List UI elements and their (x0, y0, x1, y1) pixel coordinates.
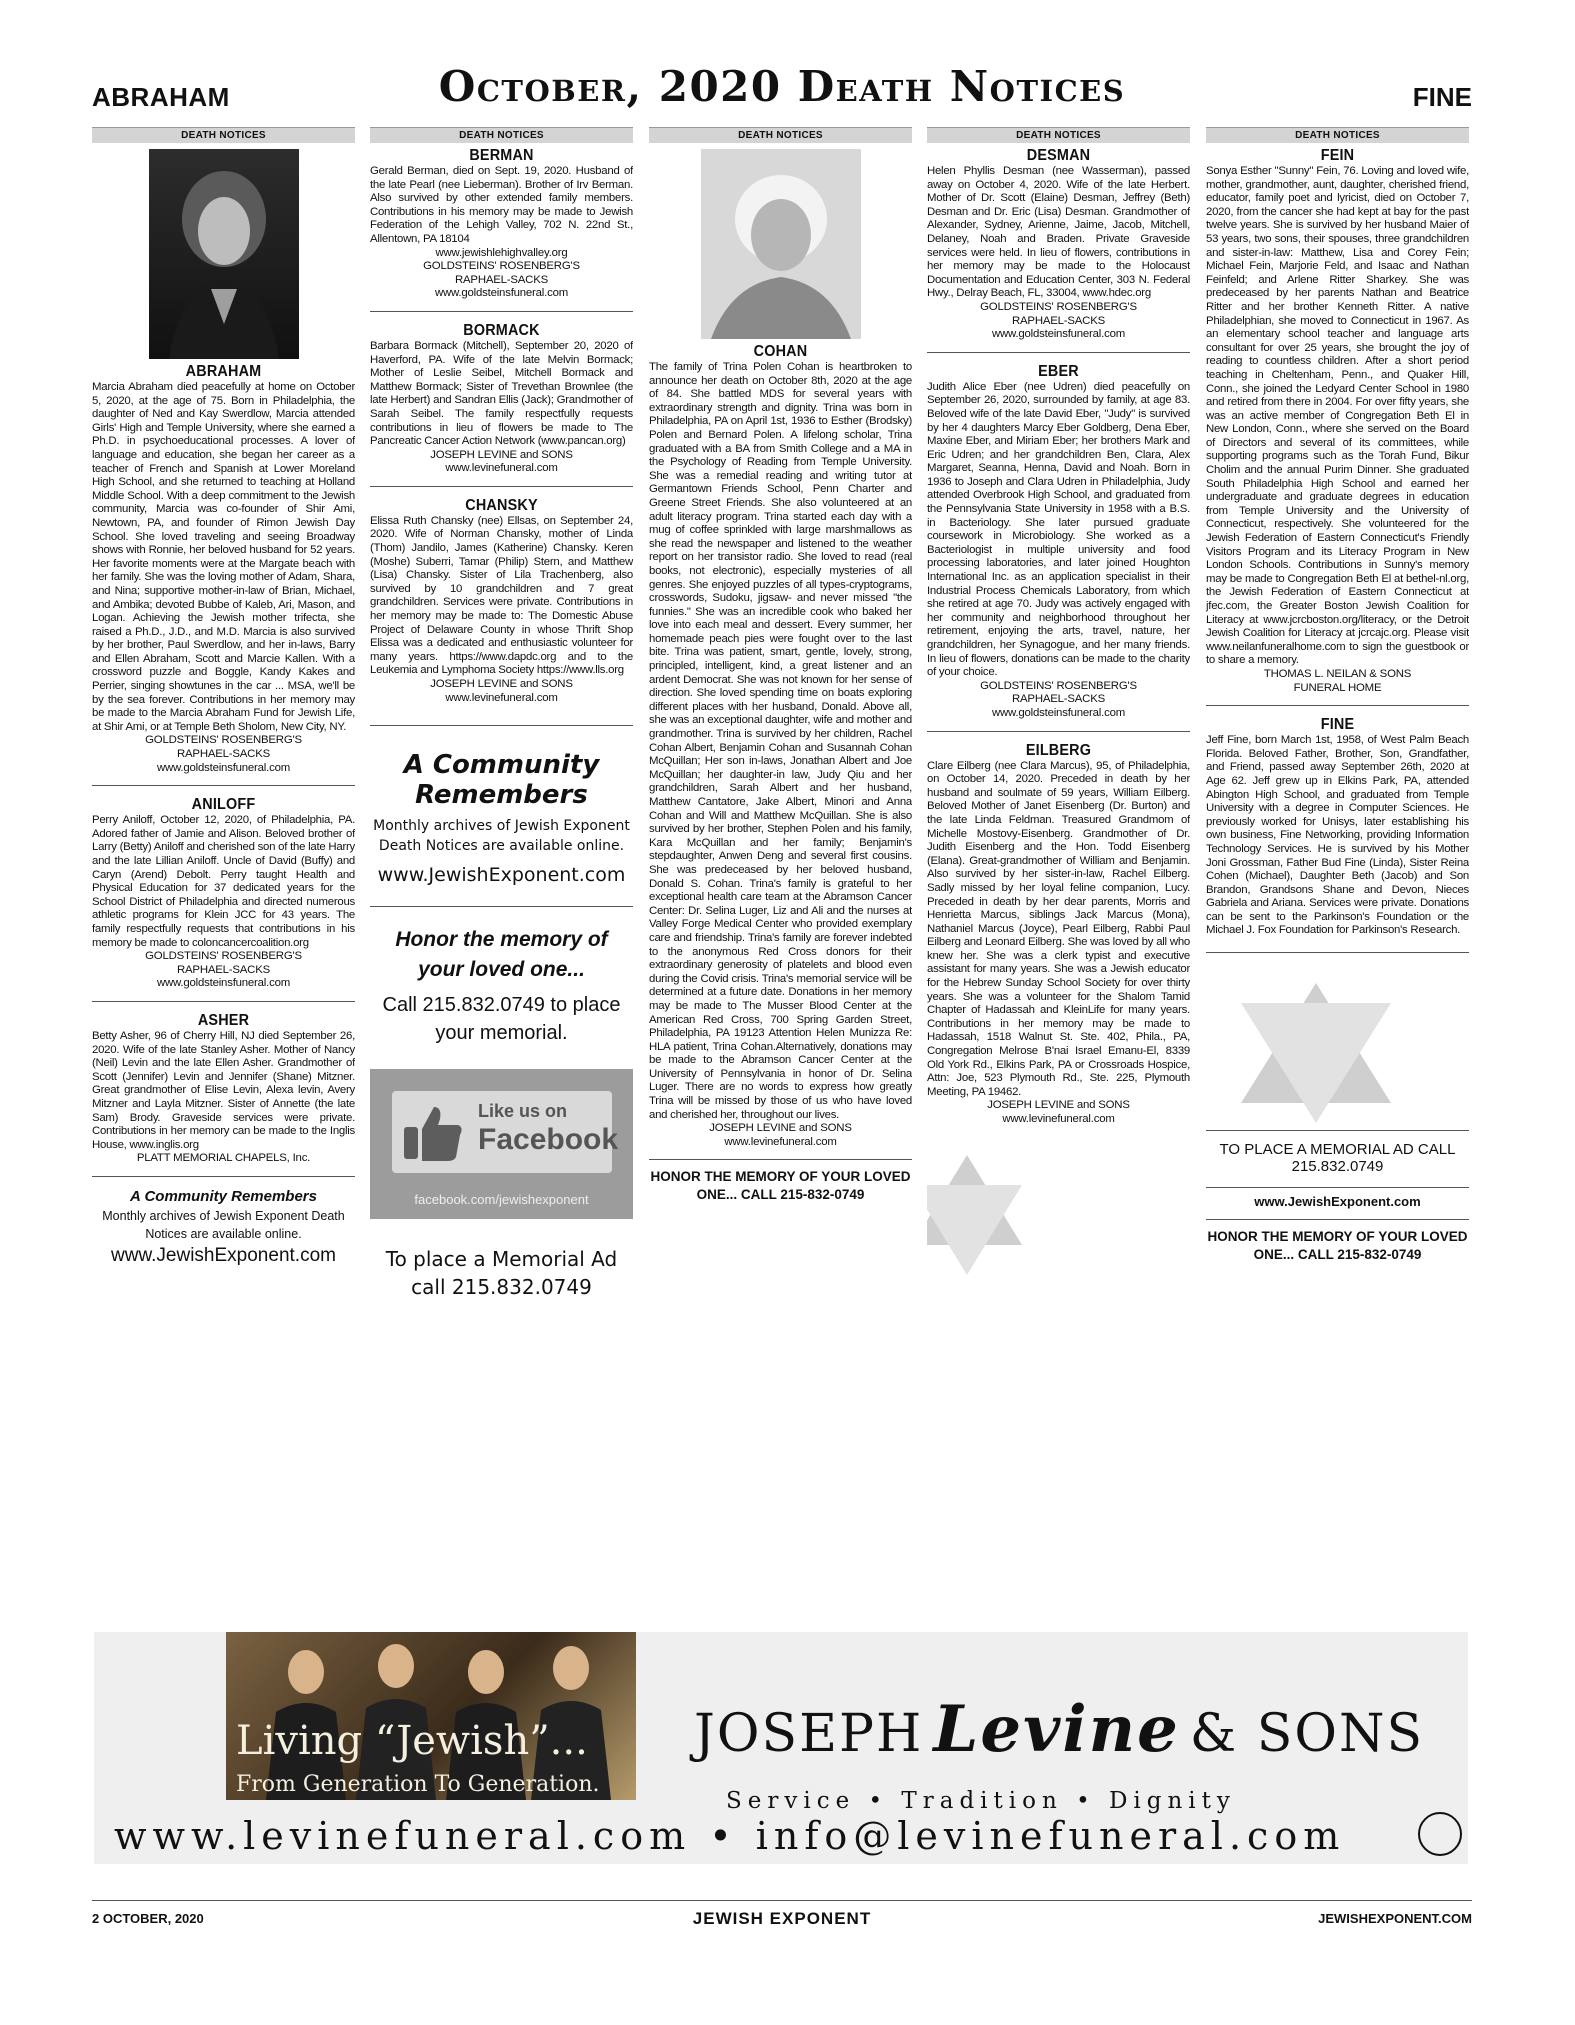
funeral-home-link[interactable]: www.goldsteinsfuneral.com (156, 761, 291, 774)
funeral-home-line: GOLDSTEINS' ROSENBERG'S (145, 734, 302, 747)
notice-name: COHAN (753, 343, 808, 360)
funeral-home-line: JOSEPH LEVINE and SONS (430, 448, 573, 461)
community-remembers-small (92, 1176, 355, 1269)
page-footer (92, 1900, 1472, 1930)
facebook-like-text: Like us on (478, 1101, 568, 1122)
levine-funeral-ad[interactable] (94, 1632, 1468, 1864)
seal-icon (1418, 1812, 1462, 1856)
funeral-home-link[interactable]: www.levinefuneral.com (724, 1135, 837, 1148)
notice-body: Barbara Bormack (Mitchell), September 20, 2020 of Haverford, PA. Wife of the late Melvin Bormack; Mother of Leslie Seibel, Mitchell Bormack and Matthew Bormack; Sister of Trevethan Brownlee (the late Herbert) and Sandran Ellis (Jack); Grandmother of Sarah Seibel. The family respectfully requests contributions in lieu of flowers be made to The Pancreatic Cancer Action Network (www.pancan.org) (370, 339, 633, 448)
funeral-home-link[interactable]: www.levinefuneral.com (445, 691, 558, 704)
footer-page-date: 2 OCTOBER, 2020 (92, 1911, 204, 1926)
notice-body: Helen Phyllis Desman (nee Wasserman), passed away on October 4, 2020. Wife of the late Herbert. Mother of Dr. Scott (Elaine) Desman, Jeffrey (Beth) Desman and Dr. Eric (Lisa) Desman. Grandmother of Alexander, Sydney, Arienne, Jaime, Jacob, Mitchell, Delaney, Noah and Braden. Private Graveside services were held. In lieu of flowers, contributions in her memory may be made to the Holocaust Documentation and Education Center, 303 N. Federal Hwy., Delray Beach, FL, 33004, www.hdec.org (927, 165, 1190, 300)
header-first-name: ABRAHAM (92, 82, 230, 112)
notice-body: Marcia Abraham died peacefully at home on October 5, 2020, at the age of 75. Born in Philadelphia, the daughter of Ned and Kay Swerdlow, Marcia attended Girls' High and Temple University, where she earned a Ph.D. in psychoeducational processes. A lover of language and education, she began her career as a teacher of French and Spanish at Lower Moreland High School, and she returned to teaching at Holland Middle School. With a deep commitment to the Jewish community, Marcia was co-founder of Shir Ami, Newtown, PA, and founder of Rimon Jewish Day School. She loved traveling and seeing Broadway shows with Ronnie, her beloved husband for 52 years. Her favorite moments were at the Margate beach with her family. She was the loving mother of Adam, Shara, and Nina; supportive mother-in-law of Brian, Michael, and Ambika; devoted Bubbe of Kaleb, Ari, Mason, and Logan. Achieving the Jewish mother trifecta, she raised a Ph.D., J.D., and M.D. Marcia is also survived by her brother, Paul Swerdlow, and her in-laws, Barry and Ellen Abraham, Scott and Marcie Kallen. With a crossword puzzle and Boggle, Kandy Kakes and Perrier, singing showtunes in the car ... MSA, we'll be by the sea forever. Contributions in her memory may be made to the Marcia Abraham Fund for Jewish Life, at Shir Ami, or at Temple Beth Sholom, New City, NY. (92, 381, 355, 733)
section-label: DEATH NOTICES (370, 127, 633, 143)
funeral-home-link[interactable]: www.goldsteinsfuneral.com (991, 706, 1126, 719)
cohan-photo-wrap (649, 149, 912, 339)
ad-slogan: Living “Jewish”... (236, 1718, 588, 1764)
ad-urls[interactable]: www.levinefuneral.com • info@levinefuneral.com (114, 1814, 1346, 1858)
notice-body: Gerald Berman, died on Sept. 19, 2020. Husband of the late Pearl (nee Lieberman). Brother of Irv Berman. Also survived by other extended family members. Contributions in his memory may be made to Jewish Federation of the Lehigh Valley, 702 N. 22nd St., Allentown, PA 18104 (370, 165, 633, 245)
notice-body: Judith Alice Eber (nee Udren) died peacefully on September 26, 2020, surrounded by family, at age 83. Beloved wife of the late David Eber, "Judy" is survived by her 4 daughters Marcy Eber Goldberg, Dena Eber, Maxine Eber, and Miriam Eber; her brothers Mark and Eric Udren; and her grandchildren Ben, Clara, Alex Margaret, Seanna, Henna, David and Noah. Born in 1936 to Joseph and Clara Udren in Philadelphia, Judy attended Overbrook High School, and graduated from the Pennsylvania State University in 1958 with a B.S. in Bacteriology. She later pursued graduate coursework in Microbiology. She worked as a Bacteriologist in multiple university and food processing laboratories, and later joined Houghton International Inc. as an application specialist in their Industrial Process Chemicals Laboratory, from which she retired at age 70. Judy was actively engaged with her community and neighborhood throughout her retirement, enjoying the arts, travel, nature, her grandchildren, her Synagogue, and her many friends. In lieu of flowers, donations can be made to the charity of your choice. (927, 380, 1190, 679)
funeral-home-link[interactable]: www.goldsteinsfuneral.com (991, 328, 1126, 341)
notice-name: DESMAN (1026, 147, 1091, 164)
cohan-portrait-photo (701, 149, 861, 339)
section-label: DEATH NOTICES (649, 127, 912, 143)
star-of-david-icon (1206, 952, 1469, 1122)
notice-body: Clare Eilberg (nee Clara Marcus), 95, of Philadelphia, on October 14, 2020. Preceded in death by her husband and soulmate of 59 years, William Eilberg. Beloved Mother of Janet Eisenberg (Dr. Burton) and the late Linda Feldman. Treasured Grandmom of Michelle Mostovy-Eisenberg. Grandmother of Dr. Judith Eisenberg and the Hon. Todd Eisenberg (Elana). Great-grandmother of William and Benjamin. Also survived by her sister-in-law, Rachel Eilberg. Sadly missed by her loyal feline companion, Lucy. Preceded in death by her dear parents, Morris and Henrietta Marcus, siblings Jack Marcus (Mona), Nathaniel Marcus (Joyce), Pearl Eilberg, Rabbi Paul Eilberg and Leonard Eilberg. She was loved by all who knew her. She was a clerk typist and executive assistant for many years. She was a Jewish educator for the Hebrew Sunday School Society for over thirty years. She was a volunteer for the Shalom Tamid Chapter of Hadassah and KleinLife for many years. Contributions in her memory may be made to Hadassah, 1518 Walnut St. Ste. 402, Phila., PA, Congregation Melrose B'nai Israel Emanu-El, 8339 Old York Rd., Elkins Park, PA or Crossroads Hospice, Attn: Joe, 523 Plymouth Rd., Ste. 225, Plymouth Meeting, PA 19462. (927, 759, 1190, 1098)
funeral-home-line: RAPHAEL-SACKS (1012, 314, 1105, 327)
column-1 (92, 127, 355, 1597)
page-title: October, 2020 Death Notices (438, 62, 1126, 111)
funeral-home-line: GOLDSTEINS' ROSENBERG'S (423, 260, 580, 273)
funeral-home-line: JOSEPH LEVINE and SONS (430, 678, 573, 690)
notice-abraham (92, 363, 355, 775)
notice-cohan (649, 343, 912, 1149)
notice-eilberg (927, 731, 1190, 1127)
ad-group-photo (226, 1632, 636, 1800)
funeral-home (649, 1122, 912, 1149)
promo-title: A Community Remembers (130, 1187, 317, 1205)
section-label: DEATH NOTICES (92, 127, 355, 143)
ad-brand-right: & SONS (1189, 1704, 1425, 1764)
memorial-ad-promo: To place a Memorial Ad call 215.832.0749 (385, 1247, 618, 1300)
notice-name: EBER (1038, 362, 1079, 380)
honor-call: Call 215.832.0749 to place your memorial. (382, 994, 621, 1045)
notice-aniloff (92, 785, 355, 991)
community-remembers-promo (370, 750, 633, 886)
honor-title: Honor the memory of your loved one... (395, 928, 608, 982)
notice-name: EILBERG (1025, 741, 1092, 759)
notice-name: FINE (1320, 716, 1355, 734)
column-4 (927, 127, 1190, 1597)
ad-brand-left: JOSEPH (694, 1704, 924, 1764)
notice-asher (92, 1001, 355, 1166)
abraham-portrait-photo (149, 149, 299, 359)
notice-eber (927, 352, 1190, 721)
funeral-home-line: THOMAS L. NEILAN & SONS (1263, 667, 1412, 680)
notice-desman (927, 147, 1190, 342)
funeral-home (927, 301, 1190, 342)
funeral-home-line: RAPHAEL-SACKS (455, 273, 548, 286)
footer-publication: JEWISH EXPONENT (692, 1909, 872, 1928)
place-memorial-caps: TO PLACE A MEMORIAL AD CALL 215.832.0749 (1206, 1130, 1469, 1175)
funeral-home-link[interactable]: www.levinefuneral.com (445, 462, 558, 475)
thumbs-up-icon (402, 1101, 466, 1163)
funeral-home-link[interactable]: www.jewishlehighvalley.org (435, 246, 568, 259)
notice-body: The family of Trina Polen Cohan is heartbroken to announce her death on October 8th, 2020 at the age of 84. She battled MDS for several years with extraordinary strength and dignity. Trina was born in Philadelphia, PA on April 1st, 1936 to Esther (Brodsky) Polen and Bernard Polen. A lifelong scholar, Trina graduated with a BA from Smith College and a MA in the Psychology of Reading from Temple University. She was a remedial reading and writing tutor at Germantown Friends School, Penn Charter and Greene Street Friends. She also volunteered at an adult literacy program. Trina started each day with a mug of coffee sprinkled with large marshmallows as she read the newspaper and listened to the weather report on her transistor radio. She loved to read (real books, not electronic), especially mysteries of all genres. She enjoyed puzzles of all types-cryptograms, crosswords, Sudoku, jigsaw- and never missed "the funnies." She was an incredible cook who baked her love into each meal and dessert. Every summer, her homemade peach pies were fought over to the last bite. Trina was patient, smart, gentle, lovely, strong, principled, intelligent, kind, a great listener and an ardent Democrat. She was not known for her sense of direction. She loved spending time on boats exploring different places with her husband, Donald. Above all, she was an exceptional daughter, wife and mother and grandmother. Trina is survived by her children, Rachel Cohan Albert, Benjamin Cohan and Susannah Cohan McQuillan; Her son in-laws, Jonathan Albert and Joe McQuillan; her daughter-in law, Judy Qiu and her grandchildren, Sarah Albert and her husband, Matthew Cantatore, Jake Albert, Minori and Anna Cohan and Will and Matthew McQuillan. She is also survived by her brother, Stephen Polen and his family, Kara McQuillan and her family; Benjamin's stepdaughter, Anwen Deng and several first cousins. She was predeceased by her beloved husband, Donald S. Cohan. Trina's family is grateful to her exceptional health care team at the Abramson Cancer Center: Dr. Selina Luger, Liz and Ali and the nurses at Valley Forge Medical Center who provided exemplary care and friendship. Trina's family are forever indebted to the anonymous Red Cross donors for their extraordinary generosity of platelets and blood even during the Covid crisis. Trina's memorial service will be determined at a future date. Donations in her memory may be made to The Musser Blood Center at the American Red Cross, 700 Spring Garden Street, Philadelphia, PA 19123 Attention Helen Munizza Re: HLA patient, Trina Cohan.Alternatively, donations may be made to the Abramson Cancer Center at the University of Pennsylvania in honor of Dr. Selina Luger. There are no words to express how greatly Trina will be missed by those of us who have loved and cherished her, throughout our lives. (649, 361, 912, 1121)
funeral-home-line: GOLDSTEINS' ROSENBERG'S (980, 679, 1137, 692)
funeral-home-line: RAPHAEL-SACKS (177, 963, 270, 976)
facebook-name: Facebook (478, 1123, 619, 1157)
notice-name: FEIN (1320, 147, 1355, 164)
honor-memory-promo (370, 925, 633, 1047)
honor-memory-caps: HONOR THE MEMORY OF YOUR LOVED ONE... CALL 215-832-0749 (649, 1159, 912, 1204)
facebook-badge (392, 1091, 619, 1173)
notice-chansky (370, 486, 633, 705)
funeral-home-line: JOSEPH LEVINE and SONS (987, 1099, 1130, 1112)
funeral-home (370, 449, 633, 476)
funeral-home-line: FUNERAL HOME (1293, 681, 1382, 694)
funeral-home-line: RAPHAEL-SACKS (1012, 693, 1105, 706)
funeral-home-line: GOLDSTEINS' ROSENBERG'S (980, 300, 1137, 313)
abraham-photo-wrap (92, 149, 355, 359)
section-label: DEATH NOTICES (1206, 127, 1469, 143)
funeral-home (1206, 668, 1469, 695)
notice-name: CHANSKY (465, 496, 538, 514)
notice-berman (370, 147, 633, 301)
funeral-home-link[interactable]: www.goldsteinsfuneral.com (434, 287, 569, 300)
funeral-home-link[interactable]: www.levinefuneral.com (1002, 1113, 1115, 1125)
funeral-home-line: PLATT MEMORIAL CHAPELS, Inc. (136, 1152, 311, 1165)
column-3 (649, 127, 912, 1597)
divider (370, 725, 633, 726)
notice-name: ABRAHAM (185, 363, 262, 380)
honor-memory-caps: HONOR THE MEMORY OF YOUR LOVED ONE... CALL 215-832-0749 (1206, 1219, 1469, 1264)
footer-website[interactable]: JEWISHEXPONENT.COM (1318, 1911, 1472, 1926)
notice-body: Elissa Ruth Chansky (nee) Ellsas, on September 24, 2020. Wife of Norman Chansky, mother of Linda (Thom) Jandilo, James (Katherine) Chansky. Keren (Moshe) Suberri, Tamar (Philip) Stern, and Matthew (Lisa) Chansky. Sister of Lila Trachenberg, also survived by 10 grandchildren and 7 great grandchildren. Services were private. Contributions in her memory may be made to: The Domestic Abuse Project of Delaware County in whose Thrift Shop Elissa was a dedicated and enthusiastic volunteer for many years. https://www.dapdc.org and to the Leukemia and Lymphoma Society https://www.lls.org (370, 514, 633, 677)
divider (370, 906, 633, 907)
page-header (92, 62, 1472, 118)
promo-subtitle: Monthly archives of Jewish Exponent Death Notices are available online. (373, 818, 630, 855)
promo-url[interactable]: www.JewishExponent.com (377, 864, 626, 887)
funeral-home-line: GOLDSTEINS' ROSENBERG'S (145, 950, 302, 963)
funeral-home-link[interactable]: www.goldsteinsfuneral.com (156, 977, 291, 990)
notice-name: BERMAN (469, 147, 534, 164)
site-link[interactable]: www.JewishExponent.com (1206, 1187, 1469, 1209)
funeral-home (92, 734, 355, 775)
funeral-home (927, 680, 1190, 721)
ad-brand-script: Levine (933, 1692, 1180, 1767)
facebook-banner[interactable] (370, 1069, 633, 1219)
column-5 (1206, 127, 1469, 1597)
funeral-home (92, 950, 355, 991)
notice-bormack (370, 311, 633, 476)
notice-name: ASHER (197, 1011, 250, 1029)
ad-tagline: Service • Tradition • Dignity (726, 1788, 1236, 1814)
column-2 (370, 127, 633, 1597)
ad-brand (694, 1692, 1424, 1767)
notice-body: Perry Aniloff, October 12, 2020, of Philadelphia, PA. Adored father of Jamie and Alison. Beloved brother of Larry (Betty) Aniloff and cherished son of the late Harry and the late Lillian Aniloff. Uncle of David (Buffy) and Caryn (Arend) Debolt. Perry taught Health and Physical Education for 37 dedicated years for the School District of Philadelphia and directed numerous athletic programs for Klein JCC for 43 years. The family respectfully requests that contributions in his memory be made to coloncancercoalition.org (92, 814, 355, 949)
section-label: DEATH NOTICES (927, 127, 1190, 143)
notice-name: BORMACK (463, 321, 540, 339)
funeral-home (370, 247, 633, 301)
promo-subtitle: Monthly archives of Jewish Exponent Death Notices are available online. (102, 1208, 345, 1241)
notice-body: Jeff Fine, born March 1st, 1958, of West Palm Beach Florida. Beloved Father, Brother, Son, Grandfather, and Friend, passed away September 26th, 2020 at Age 62. Jeff grew up in Elkins Park, PA, attended Abington High School, and graduated from Temple University with a degree in Computer Sciences. He previously worked for Unisys, later establishing his own business, Fine Networking, providing Information Technology Services. He is survived by his Mother Joni Grossman, Father Bud Fine (Linda), Sister Reina Cohen (Michael), Daughter Beth (Jacob) and Son Brandon, Grandsons Shane and Devon, Nieces Gabriela and Ariana. Services were private. Donations can be sent to the Parkinson's Foundation or the Michael J. Fox Foundation for Parkinson's Research. (1206, 734, 1469, 937)
notice-fine (1206, 705, 1469, 938)
promo-url[interactable]: www.JewishExponent.com (111, 1244, 336, 1266)
funeral-home (92, 1152, 355, 1166)
ad-slogan-sub: From Generation To Generation. (236, 1772, 600, 1797)
funeral-home-line: JOSEPH LEVINE and SONS (709, 1122, 852, 1135)
notice-name: ANILOFF (191, 796, 256, 814)
funeral-home-line: RAPHAEL-SACKS (177, 748, 270, 761)
notice-body: Betty Asher, 96 of Cherry Hill, NJ died September 26, 2020. Wife of the late Stanley Asher. Mother of Nancy (Neil) Levin and the late Ellen Asher. Grandmother of Scott (Jennifer) Levin and Jennifer (Shane) Mitzner. Great grandmother of Elise Levin, Alexa levin, Avery Mitzner and Layla Mitzner. Sister of Annette (the late Sam) Brody. Graveside services were private. Contributions in her memory can be made to the Inglis House, www.inglis.org (92, 1029, 355, 1151)
funeral-home (927, 1099, 1190, 1126)
funeral-home (370, 678, 633, 705)
facebook-url[interactable]: facebook.com/jewishexponent (414, 1192, 589, 1208)
promo-title: A Community Remembers (403, 750, 600, 811)
notice-body: Sonya Esther "Sunny" Fein, 76. Loving and loved wife, mother, grandmother, aunt, daughter, cherished friend, educator, family poet and lyricist, died on October 7, 2020, from the cancer she had kept at bay for the past twelve years. She is survived by her husband Maier of 53 years, two sons, their spouses, three grandchildren and sister-in-law: Matthew, Lisa and Corey Fein; Michael Fein, Marjorie Feld, and Isaac and Nathan Feinfeld; and Arlene Ritter Sharkey. She was predeceased by her parents Nathan and Beatrice Ritter and her brother Kenneth Ritter. A native Philadelphian, she moved to Connecticut in 1967. As an elementary school teacher and language arts consultant for over 25 years, she brought the joy of reading to countless children. After a short period teaching in Cheltenham, Penn., and Quaker Hill, Conn., she joined the Ledyard Center School in 1980 and retired from there in 2004. For over fifty years, she was an active member of Congregation Beth El in New London, Conn., where she served on the Board of Directors and several of its committees, while supporting programs such as the Torah Fund, Bikur Cholim and the annual Purim Dinner. She graduated South Philadelphia High School and earned her undergraduate and graduate degrees in education from Temple University and the University of Connecticut, respectively. She volunteered for the Jewish Federation of Eastern Connecticut's Friendly Visitors Program and its Literacy Program in New London Schools. Contributions in Sunny's memory may be made to Congregation Beth El at bethel-nl.org, the Jewish Federation of Eastern Connecticut at jfec.com, the Greater Boston Jewish Coalition for Literacy at www.jcrcboston.org/literacy, or the Detroit Jewish Coalition for Literacy at jcrcajc.org. Please visit www.neilanfuneralhome.com to sign the guestbook or to share a memory. (1206, 165, 1469, 667)
notice-fein (1206, 147, 1469, 695)
star-of-david-icon (927, 1135, 1190, 1295)
header-last-name: FINE (1412, 82, 1472, 112)
